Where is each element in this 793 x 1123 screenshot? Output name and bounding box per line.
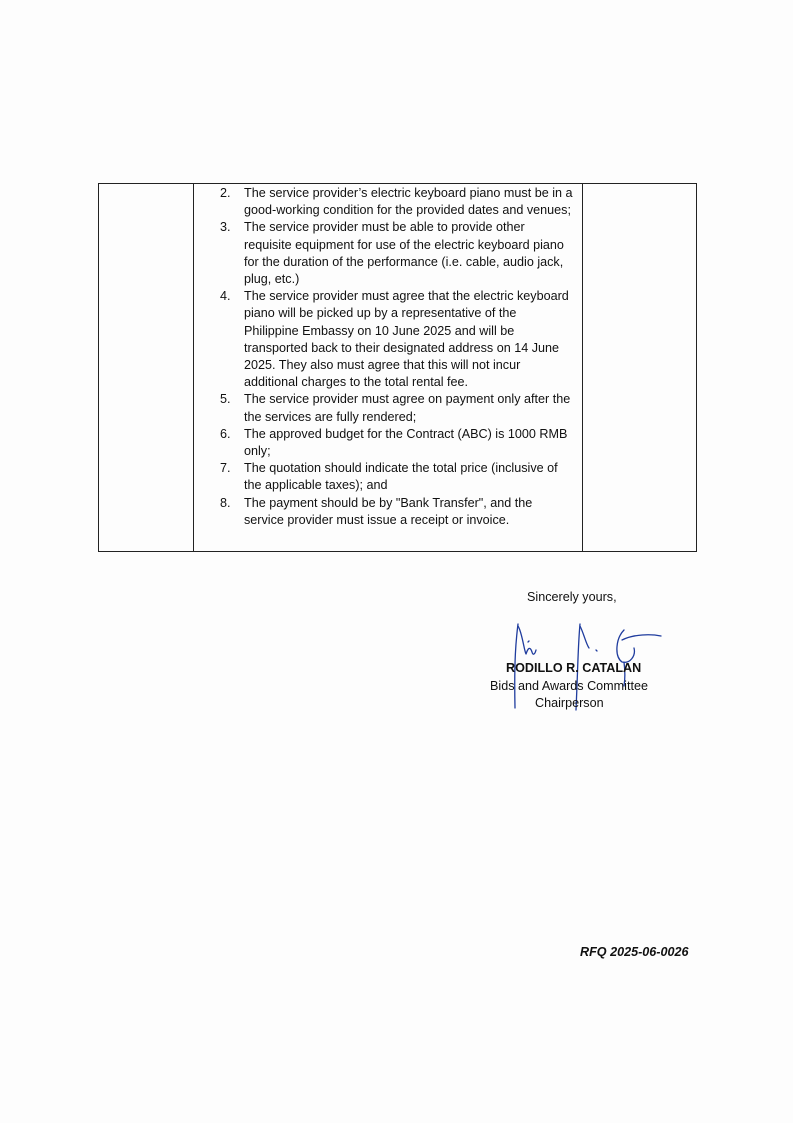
document-reference: RFQ 2025-06-0026 [580, 945, 689, 959]
item-text: The service provider’s electric keyboard piano must be in a good-working condition for the provided dates and venues; [244, 186, 573, 218]
list-item [220, 185, 574, 219]
signer-role: Chairperson [535, 696, 604, 710]
item-number: 8. [220, 495, 231, 510]
table-column-right [583, 184, 696, 551]
list-item [220, 426, 574, 460]
requirements-table [98, 183, 697, 552]
list-item [220, 288, 574, 391]
closing-salutation: Sincerely yours, [527, 590, 617, 604]
list-item [220, 460, 574, 494]
item-number: 7. [220, 461, 231, 476]
list-item [220, 495, 574, 529]
item-text: The service provider must agree on payment only after the the services are fully rendered; [244, 392, 571, 424]
item-text: The service provider must agree that the electric keyboard piano will be picked up by a representative of the Philippine Embassy on 10 June 2025 and will be transported back to their designated address on 14 June 2025. They also must agree that this will not incur additional charges to the total rental fee. [244, 289, 569, 390]
item-text: The quotation should indicate the total price (inclusive of the applicable taxes); and [244, 461, 558, 493]
item-text: The payment should be by "Bank Transfer", and the service provider must issue a receipt or invoice. [244, 495, 533, 527]
signature-block [480, 620, 670, 720]
item-number: 6. [220, 426, 231, 441]
list-item [220, 219, 574, 288]
item-number: 2. [220, 186, 231, 200]
table-column-requirements [194, 184, 583, 551]
item-number: 4. [220, 289, 231, 304]
requirements-list [220, 185, 574, 529]
item-text: The service provider must be able to provide other requisite equipment for use of the electric keyboard piano for the duration of the performance (i.e. cable, audio jack, plug, etc.) [244, 220, 564, 287]
signer-title: Bids and Awards Committee [490, 679, 648, 693]
signer-name: RODILLO R. CATALAN [506, 661, 642, 675]
item-number: 3. [220, 220, 231, 235]
item-number: 5. [220, 392, 231, 407]
table-column-left [99, 184, 194, 551]
item-text: The approved budget for the Contract (ABC) is 1000 RMB only; [244, 426, 568, 459]
list-item [220, 391, 574, 425]
